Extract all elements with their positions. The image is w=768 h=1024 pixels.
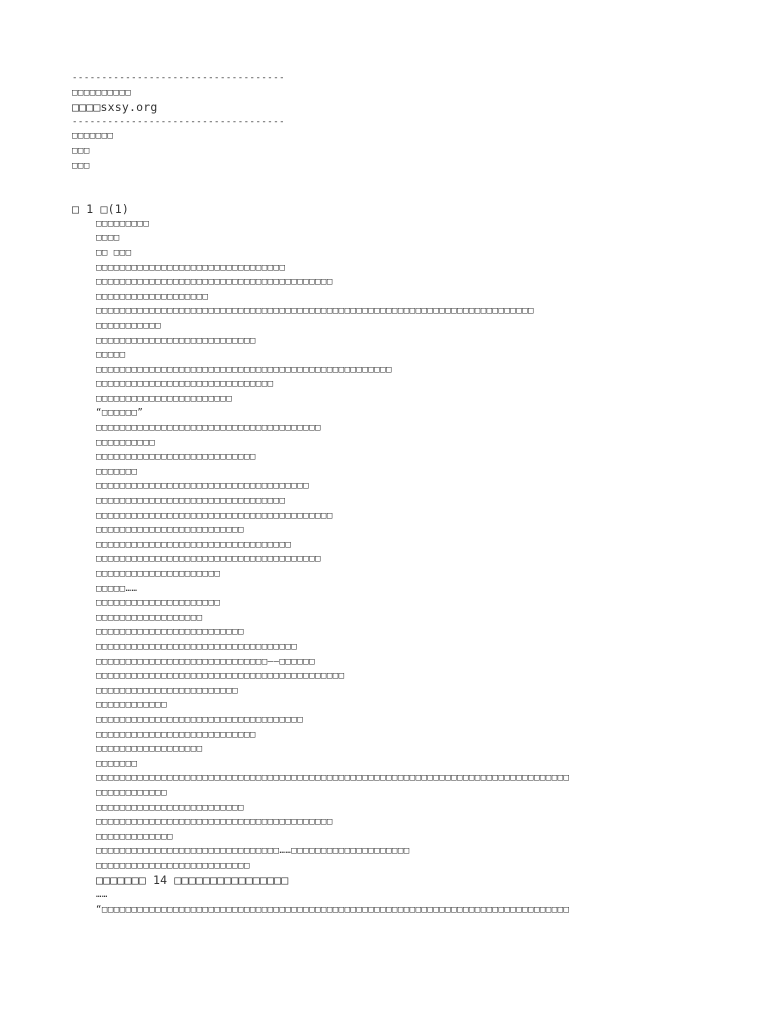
paragraph-line: □□□□□□□□□□□□□□□□□□□□□□□□□□□□□□□□ — [96, 496, 286, 507]
document-body — [72, 71, 702, 917]
paragraph-line: □□□□□□□ — [96, 466, 138, 477]
paragraph-line: □□□□□□□□□□ — [96, 437, 156, 448]
paragraph-line: □□□□□□□□□□□□□□□□□□□□□□□□ — [96, 685, 239, 696]
header-line-1: □□□□□□□□□□ — [72, 87, 132, 98]
paragraph-line: □□□□ — [96, 233, 120, 244]
separator-rule-top: ------------------------------------ — [72, 73, 286, 83]
paragraph-line: □□□□□□□□□□□□□□□□□□□□□□□□□□□□□□□□□□□□□□□□ — [96, 510, 333, 521]
paragraph-line: □□□□□□□□□□□□□□□□□□□□□□□□□□□□□□□□□□□□□□□□□□ — [96, 671, 345, 682]
chapter-heading: □ 1 □(1) — [72, 202, 129, 217]
paragraph-line: □□□□□□□□□□□□□□□□□□□□□□□□□□□ — [96, 335, 256, 346]
paragraph-line: □□□□□□□□□□□□□□□□□□□□□□□□□□□□□□□□□□□□□□□□ — [96, 817, 333, 828]
paragraph-line: “□□□□□□□□□□□□□□□□□□□□□□□□□□□□□□□□□□□□□□□□□□□□□□□□□□□□□□□□□□□□□□□□□□□□□□□□□□□□□□□ — [96, 904, 570, 915]
paragraph-line: □□□□□□□□□□□□□□□□□□□□□□□□□□□□□□□□□□□□□□□□□□□□□□□□□□ — [96, 364, 392, 375]
paragraph-line: □□□□□□□□□□□□ — [96, 787, 168, 798]
paragraph-line: □□□□□□□□□□□□□□□□□□□□□□□□□□□□□□□□□□□□□□□□□□□□□□□□□□□□□□□□□□□□□□□□□□□□□□□□□□□□□□□□ — [96, 773, 570, 784]
paragraph-line: □□□□□□□□□□□□□□□□□□□□□□□□□□□□□□ — [96, 379, 274, 390]
paragraph-line: “□□□□□□” — [96, 408, 144, 419]
paragraph-line: □□□□□□□□□□□□□□□□□□□□□□□ — [96, 393, 233, 404]
paragraph-line: □□□□□□□□□□□□□□□□□□□□□□□□□□□□□□□□□ — [96, 539, 292, 550]
header-line-3: □□□□□□□ — [72, 131, 114, 142]
separator-rule-bottom: ------------------------------------ — [72, 116, 286, 127]
paragraph-line: □□□□□□□□□□□□□□□□□□□□□□□□□□□□□□□□ — [96, 262, 286, 273]
paragraph-line: □□□□□□□□□□□□□□□□□□□□□□□□□ — [96, 525, 244, 536]
header-site-line: □□□□sxsy.org — [72, 100, 158, 115]
paragraph-line: □□□□□ — [96, 350, 126, 361]
paragraph-line: □□□□□□□□□□□□ — [96, 700, 168, 711]
paragraph-line: □□□□□□□□□□□□□□□□□□□□□□□□□□□□□□□□□□□□□□□□□□□□□□□□□□□□□□□□□□□□□□□□□□□□□□□□□□ — [96, 306, 534, 317]
paragraph-line: □□□□□□□□□□□□□□□□□□□□□□□□□□□□□□□……□□□□□□□□□□□□□□□□□□□□ — [96, 846, 410, 857]
paragraph-line: □□□□□□□□□□□□□□□□□□□ — [96, 291, 209, 302]
paragraph-line: □□□□□□□□□□□□□□□□□□□□□ — [96, 598, 221, 609]
paragraph-list — [72, 217, 702, 918]
paragraph-line: □□□□□□□□□□□□□□□□□□□□□ — [96, 569, 221, 579]
paragraph-line: □□□□□□□□□□□ — [96, 320, 162, 331]
paragraph-line: □□□□□□□ 14 □□□□□□□□□□□□□□□□ — [96, 873, 289, 888]
paragraph-line: □□□□□□□□□ — [96, 218, 150, 229]
paragraph-line: □□□□□□□□□□□□□□□□□□□□□□□□□□□□□□□□□□ — [96, 641, 298, 652]
paragraph-line: □□□□□□□□□□□□□□□□□□ — [96, 612, 203, 623]
header-line-4: □□□ — [72, 145, 90, 156]
paragraph-line: □□□□□□□□□□□□□□□□□□□□□□□□□□□ — [96, 452, 256, 463]
paragraph-line: □□□□□…… — [96, 583, 138, 594]
paragraph-line: □□□□□□□□□□□□□□□□□□□□□□□□□□□□□□□□□□□□□□ — [96, 554, 321, 565]
paragraph-line: □□□□□□□□□□□□□□□□□□□□□□□□□□□□□□□□□□□□□□□□ — [96, 277, 333, 288]
paragraph-line: □□ □□□ — [96, 247, 132, 258]
paragraph-line: …… — [96, 890, 108, 901]
spacer — [72, 173, 702, 202]
paragraph-line: □□□□□□□□□□□□□□□□□□□□□□□□□□ — [96, 860, 250, 871]
paragraph-line: □□□□□□□□□□□□□ — [96, 831, 173, 842]
paragraph-line: □□□□□□□ — [96, 758, 138, 769]
paragraph-line: □□□□□□□□□□□□□□□□□□□□□□□□□□□□□——□□□□□□ — [96, 656, 315, 667]
paragraph-line: □□□□□□□□□□□□□□□□□□□□□□□□□ — [96, 802, 244, 813]
paragraph-line: □□□□□□□□□□□□□□□□□□□□□□□□□□□ — [96, 729, 256, 740]
paragraph-line: □□□□□□□□□□□□□□□□□□□□□□□□□□□□□□□□□□□□ — [96, 481, 310, 492]
paragraph-line: □□□□□□□□□□□□□□□□□□□□□□□□□ — [96, 627, 244, 638]
paragraph-line: □□□□□□□□□□□□□□□□□□□□□□□□□□□□□□□□□□□ — [96, 714, 304, 725]
header-line-5: □□□ — [72, 160, 90, 171]
paragraph-line: □□□□□□□□□□□□□□□□□□□□□□□□□□□□□□□□□□□□□□ — [96, 423, 321, 434]
paragraph-line: □□□□□□□□□□□□□□□□□□ — [96, 744, 203, 755]
